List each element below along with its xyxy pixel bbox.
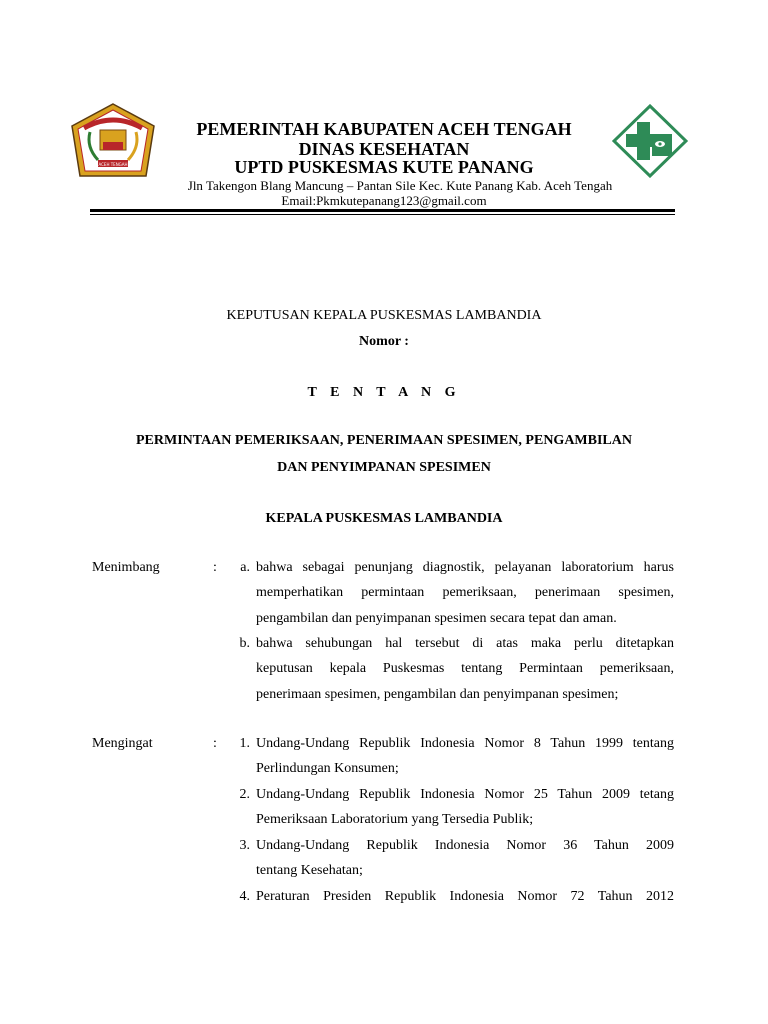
mengingat-item [256,884,674,909]
letterhead-government: PEMERINTAH KABUPATEN ACEH TENGAH [196,119,572,139]
decree-tentang: T E N T A N G [307,385,461,400]
text-line: Perlindungan Konsumen; [256,761,399,777]
text-line: bahwa sehubungan hal tersebut di atas maka perlu ditetapkan [256,636,674,651]
menimbang-marker: b. [239,636,250,651]
svg-text:ACEH TENGAH: ACEH TENGAH [98,162,128,167]
menimbang-label: Menimbang [92,560,160,575]
decree-subject-line-2: DAN PENYIMPANAN SPESIMEN [277,460,491,475]
letterhead-address: Jln Takengon Blang Mancung – Pantan Sile Kec. Kute Panang Kab. Aceh Tengah [187,178,613,193]
mengingat-label: Mengingat [92,736,153,751]
mengingat-item [256,731,674,782]
text-line: memperhatikan permintaan pemeriksaan, penerimaan spesimen, [256,585,674,601]
puskesmas-logo-icon [612,104,688,178]
text-line: keputusan kepala Puskesmas tentang Permintaan pemeriksaan, [256,661,674,677]
text-line: pengambilan dan penyimpanan spesimen secara tepat dan aman. [256,610,617,626]
text-line: Undang-Undang Republik Indonesia Nomor 8 Tahun 1999 tentang [256,736,674,751]
text-line: bahwa sebagai penunjang diagnostik, pelayanan laboratorium harus [256,560,674,575]
text-line: Pemeriksaan Laboratorium yang Tersedia Publik; [256,812,534,828]
mengingat-item [256,833,674,884]
decree-title: KEPUTUSAN KEPALA PUSKESMAS LAMBANDIA [226,308,542,323]
letterhead-unit: UPTD PUSKESMAS KUTE PANANG [234,157,534,177]
decree-number: Nomor : [359,334,409,349]
decree-subject-line-1: PERMINTAAN PEMERIKSAAN, PENERIMAAN SPESIMEN, PENGAMBILAN [136,433,632,448]
mengingat-item [256,782,674,833]
decree-authority: KEPALA PUSKESMAS LAMBANDIA [265,511,503,526]
mengingat-colon: : [213,736,217,751]
letterhead-rule-thin [90,214,675,215]
menimbang-item [256,555,674,631]
text-line: tentang Kesehatan; [256,863,363,879]
menimbang-item [256,631,674,707]
text-line: penerimaan spesimen, pengambilan dan penyimpanan spesimen; [256,686,619,702]
mengingat-marker: 4. [239,889,250,904]
text-line: Undang-Undang Republik Indonesia Nomor 25 Tahun 2009 tetang [256,787,674,802]
letterhead-email: Email:Pkmkutepanang123@gmail.com [281,193,487,208]
mengingat-marker: 3. [239,838,250,853]
text-line: Peraturan Presiden Republik Indonesia Nomor 72 Tahun 2012 [256,889,674,904]
regency-emblem-icon [70,102,156,182]
mengingat-marker: 2. [239,787,250,802]
letterhead-department: DINAS KESEHATAN [298,139,470,159]
text-line: Undang-Undang Republik Indonesia Nomor 36 Tahun 2009 [256,838,674,853]
menimbang-marker: a. [240,560,250,575]
letterhead-rule-thick [90,209,675,212]
menimbang-colon: : [213,560,217,575]
mengingat-marker: 1. [239,736,250,751]
